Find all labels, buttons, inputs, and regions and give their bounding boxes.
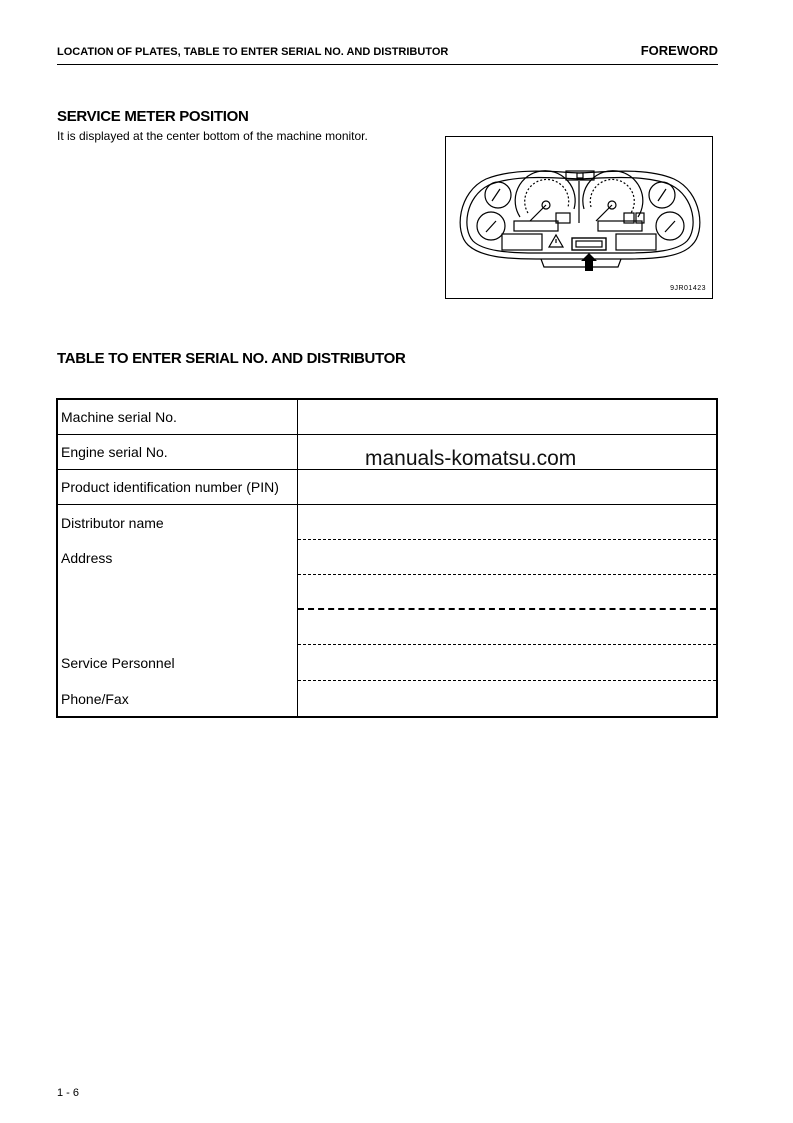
header-rule — [57, 64, 718, 65]
dashed-line — [298, 644, 717, 645]
machine-monitor-illustration — [446, 137, 712, 298]
dashed-line — [298, 539, 717, 540]
table-row — [57, 469, 717, 504]
distributor-name-label: Distributor name — [61, 514, 164, 531]
service-meter-text: It is displayed at the center bottom of the machine monitor. — [57, 129, 368, 143]
dashed-line — [298, 574, 717, 575]
page-number: 1 - 6 — [57, 1087, 80, 1099]
dashed-line — [298, 680, 717, 681]
machine-serial-label: Machine serial No. — [57, 399, 297, 434]
dashed-line — [298, 608, 717, 610]
header-section-title: LOCATION OF PLATES, TABLE TO ENTER SERIAL NO. AND DISTRIBUTOR — [57, 46, 449, 58]
serial-distributor-table — [56, 398, 718, 718]
table-row — [57, 504, 717, 717]
distributor-labels-cell — [57, 504, 297, 717]
pin-label: Product identification number (PIN) — [57, 469, 297, 504]
table-section-title: TABLE TO ENTER SERIAL NO. AND DISTRIBUTOR — [57, 350, 406, 367]
service-meter-title: SERVICE METER POSITION — [57, 108, 249, 125]
engine-serial-label: Engine serial No. — [57, 434, 297, 469]
watermark-text: manuals-komatsu.com — [365, 447, 577, 470]
machine-monitor-figure — [445, 136, 713, 299]
service-personnel-label: Service Personnel — [61, 654, 175, 671]
figure-code: 9JR01423 — [670, 285, 706, 292]
table-row — [57, 399, 717, 434]
machine-serial-field[interactable] — [297, 399, 717, 434]
header-chapter: FOREWORD — [640, 43, 718, 58]
phone-fax-label: Phone/Fax — [61, 690, 129, 707]
pin-field[interactable] — [297, 469, 717, 504]
distributor-fields-cell[interactable] — [297, 504, 717, 717]
address-label: Address — [61, 549, 113, 566]
